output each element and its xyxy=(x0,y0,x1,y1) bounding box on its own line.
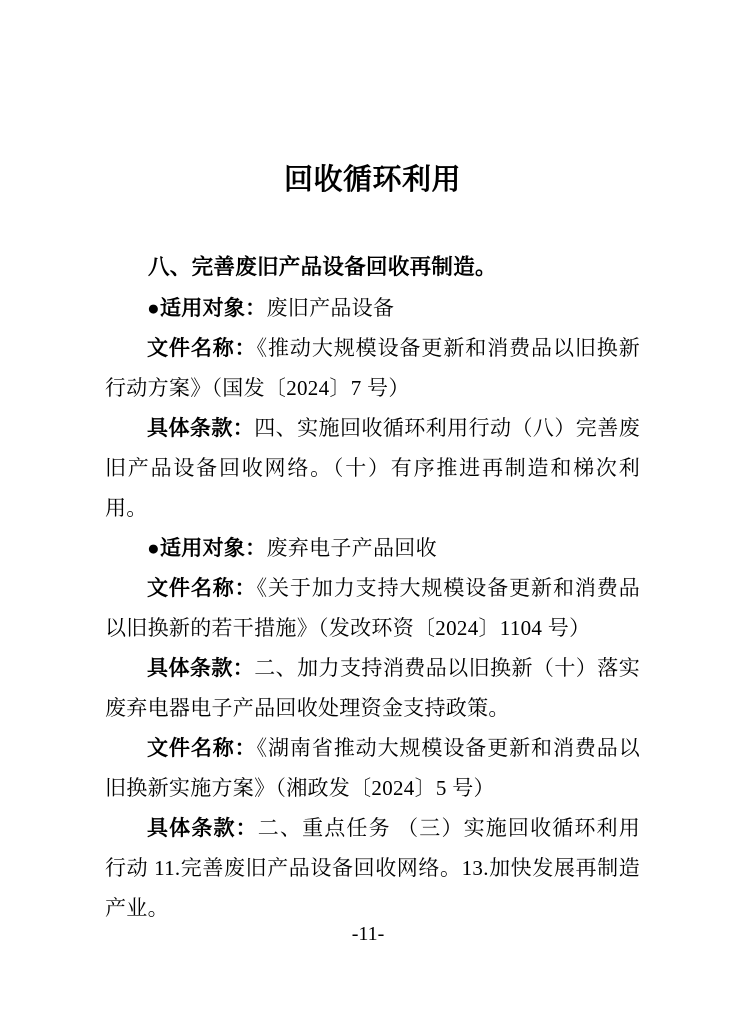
applicable-target-label: ●适用对象： xyxy=(147,296,267,320)
specific-clause-text: 四、实施回收循环利用行动（八）完善废旧产品设备回收网络。（十）有序推进再制造和梯次利用。 xyxy=(105,416,640,520)
page-number: -11- xyxy=(351,923,385,945)
applicable-target-value: 废弃电子产品回收 xyxy=(266,536,437,560)
applicable-target-line xyxy=(105,288,640,328)
specific-clause-label: 具体条款： xyxy=(147,656,255,680)
applicable-target-label: ●适用对象： xyxy=(147,536,267,560)
document-name-text: 《湖南省推动大规模设备更新和消费品以旧换新实施方案》（湘政发〔2024〕5 号） xyxy=(105,736,640,800)
document-name-label: 文件名称： xyxy=(147,736,257,760)
document-title: 回收循环利用 xyxy=(283,162,461,196)
document-name-paragraph xyxy=(105,568,640,648)
specific-clause-text: 二、重点任务 （三）实施回收循环利用行动 11.完善废旧产品设备回收网络。13.加快发展再制造产业。 xyxy=(105,816,641,920)
document-name-text: 《推动大规模设备更新和消费品以旧换新行动方案》（国发〔2024〕7 号） xyxy=(105,336,640,400)
document-content xyxy=(105,0,640,928)
document-name-paragraph xyxy=(105,728,640,808)
applicable-target-line xyxy=(105,528,640,568)
specific-clause-paragraph xyxy=(105,408,640,528)
specific-clause-text: 二、加力支持消费品以旧换新（十）落实废弃电器电子产品回收处理资金支持政策。 xyxy=(105,656,640,720)
document-name-label: 文件名称： xyxy=(147,576,257,600)
specific-clause-paragraph xyxy=(105,648,640,728)
specific-clause-paragraph xyxy=(105,808,640,928)
section-heading: 八、完善废旧产品设备回收再制造。 xyxy=(148,255,497,280)
specific-clause-label: 具体条款： xyxy=(147,816,258,840)
document-name-label: 文件名称： xyxy=(147,336,257,360)
specific-clause-label: 具体条款： xyxy=(147,416,255,440)
document-name-paragraph xyxy=(105,328,640,408)
applicable-target-value: 废旧产品设备 xyxy=(266,296,395,320)
document-name-text: 《关于加力支持大规模设备更新和消费品以旧换新的若干措施》（发改环资〔2024〕1104 号） xyxy=(105,576,640,640)
